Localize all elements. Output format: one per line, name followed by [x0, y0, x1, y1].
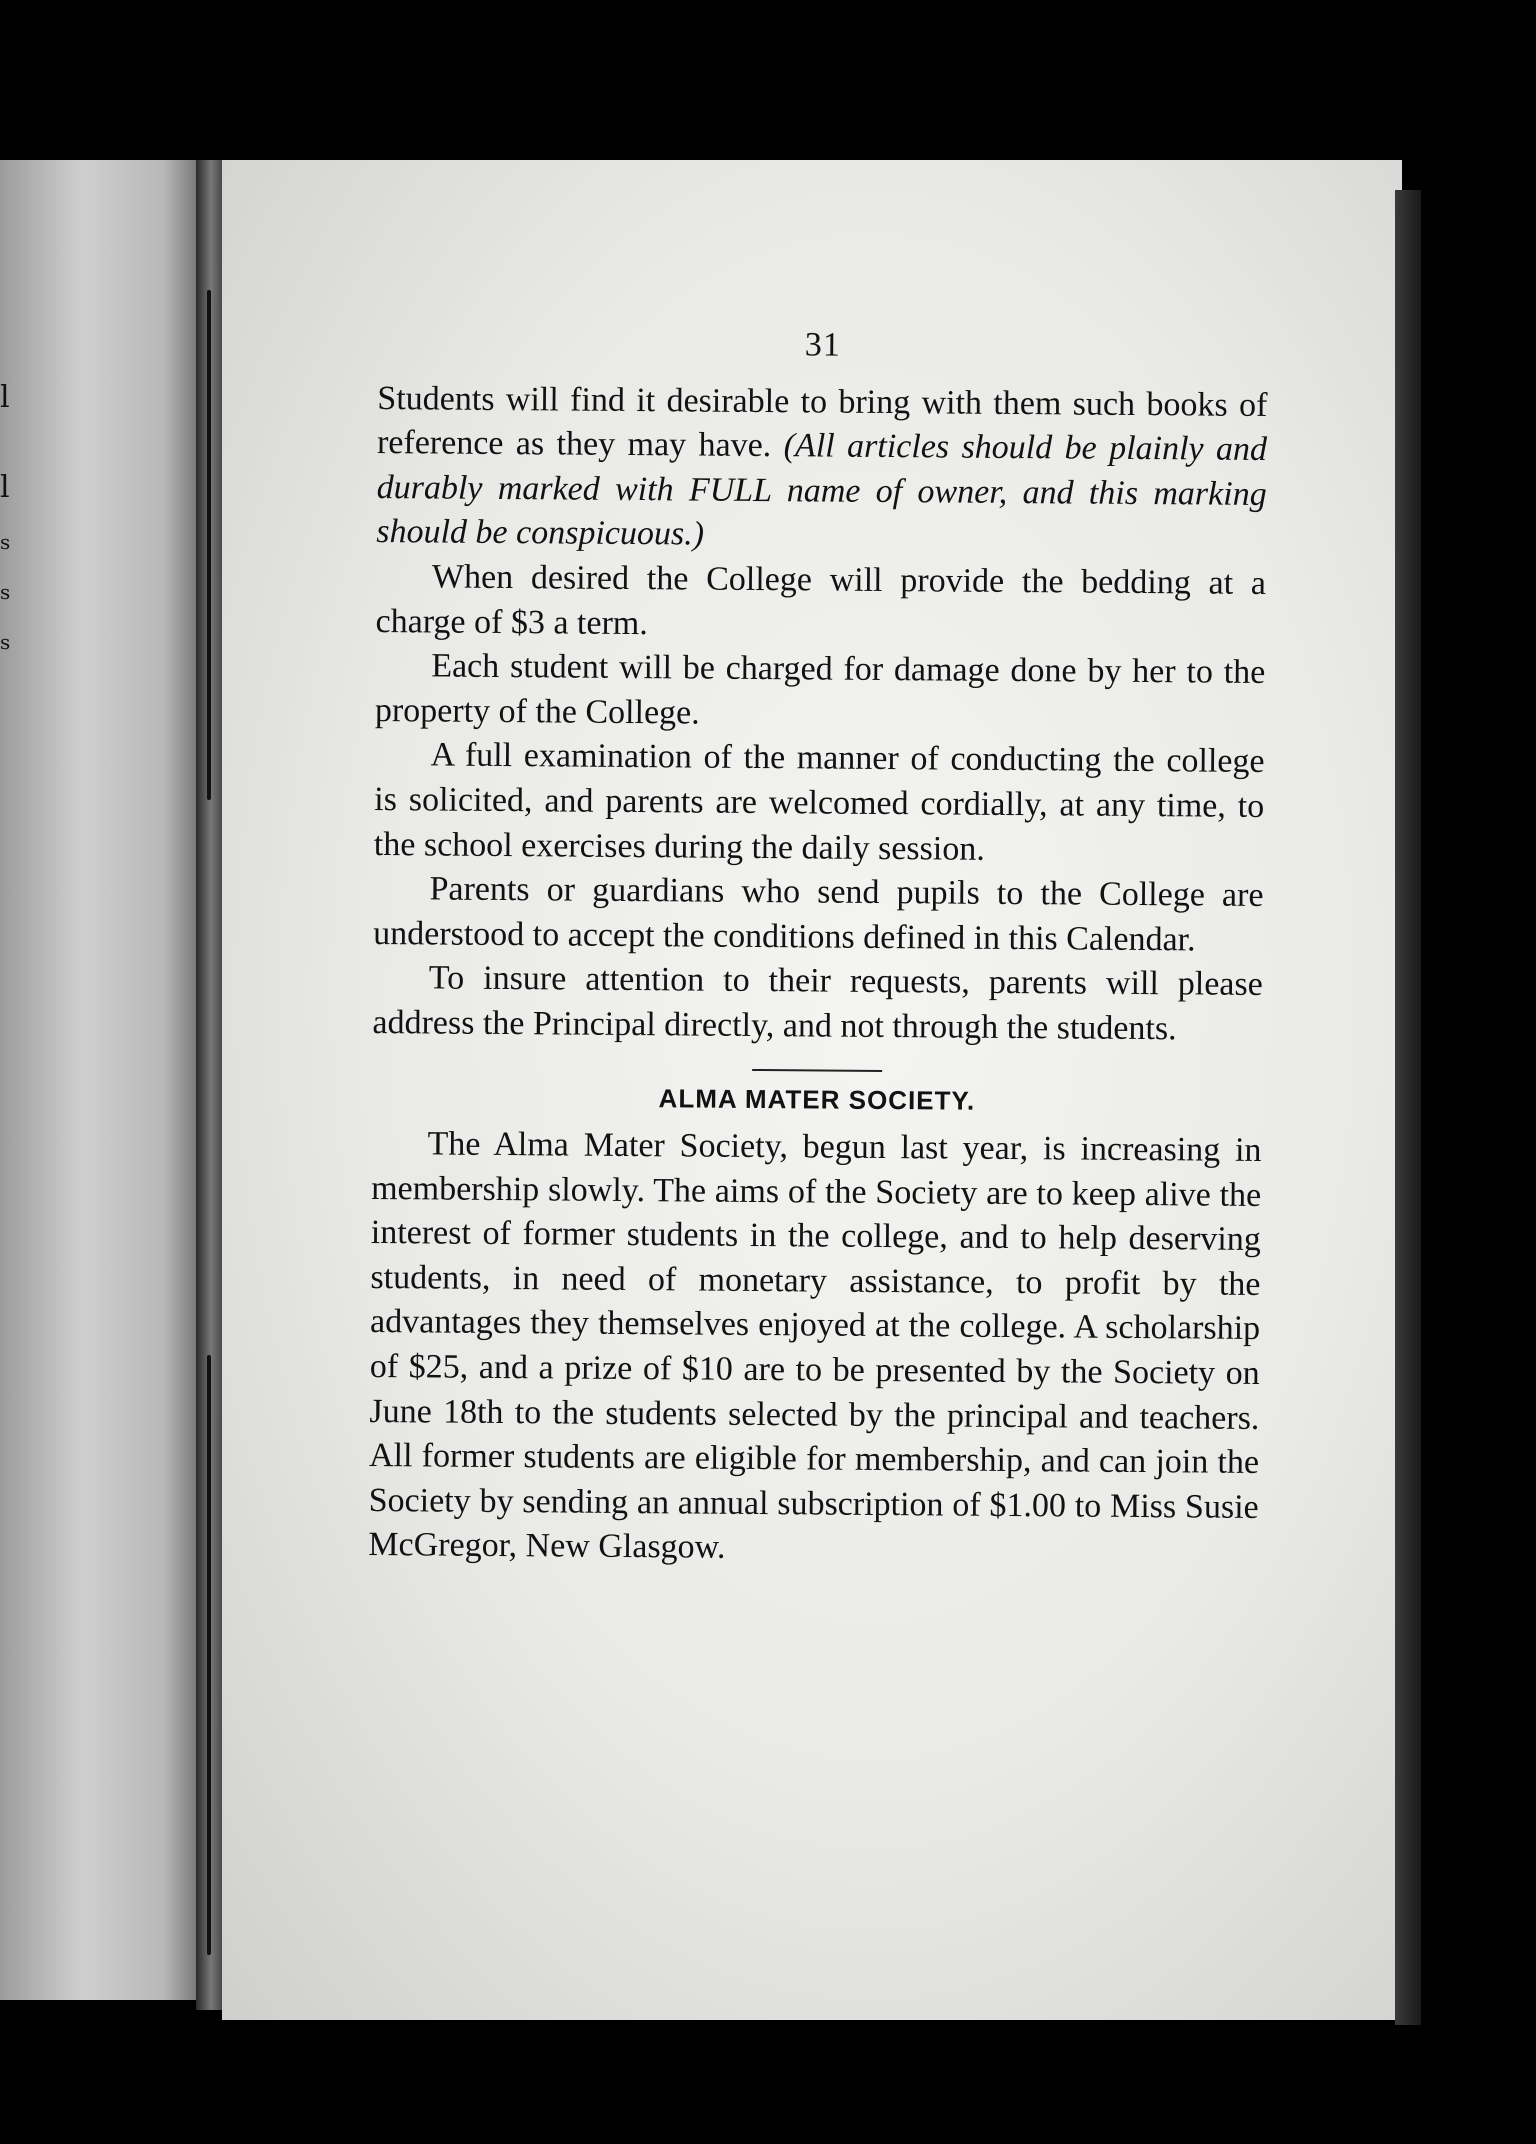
left-page: [0, 160, 205, 2000]
paragraph: Each student will be charged for damage done by her to the property of the College.: [374, 647, 1266, 732]
paragraph-text: Students will find it desirable to bring with them such books of reference as they may have.: [376, 379, 1268, 465]
paragraph: To insure attention to their requests, parents will please address the Principal directly, and not through the students.: [372, 959, 1263, 1048]
paragraph: [376, 377, 1267, 562]
paragraph: Parents or guardians who send pupils to the College are understood to accept the conditions defined in this Calendar.: [373, 870, 1264, 959]
section-heading: ALMA MATER SOCIETY.: [658, 1082, 976, 1116]
paragraph: When desired the College will provide the bedding at a charge of $3 a term.: [375, 558, 1267, 642]
book-page-edge: [1395, 190, 1421, 2025]
binding-thread: [207, 1355, 211, 1955]
left-page-fragment: s: [0, 530, 11, 554]
section-divider: [752, 1068, 882, 1071]
italic-note: (All articles should be plainly and durably marked with FULL name of owner, and this marking should be conspicuous.): [376, 427, 1268, 553]
page-number: 31: [804, 326, 841, 364]
left-page-fragment: s: [0, 580, 11, 604]
binding-thread: [207, 290, 211, 800]
page-text: [368, 320, 1268, 1575]
left-page-fragment: l: [0, 470, 10, 505]
paragraph: A full examination of the manner of conducting the college is solicited, and parents are welcomed cordially, at any time, to the school exercises during the daily session.: [373, 736, 1265, 868]
paragraph: The Alma Mater Society, begun last year, is increasing in membership slowly. The aims of the Society are to keep alive the interest of former students in the college, and to help deserving students, in need of monetary assistance, to profit by the advantages they themselves enjoyed at the college. A scholarship of $25, and a prize of $10 are to be presented by the Society on June 18th to the students selected by the principal and teachers. All former students are eligible for membership, and can join the Society by sending an annual subscription of $1.00 to Miss Susie McGregor, New Glasgow.: [368, 1125, 1262, 1567]
left-page-fragment: s: [0, 630, 11, 654]
left-page-fragment: l: [0, 380, 10, 415]
